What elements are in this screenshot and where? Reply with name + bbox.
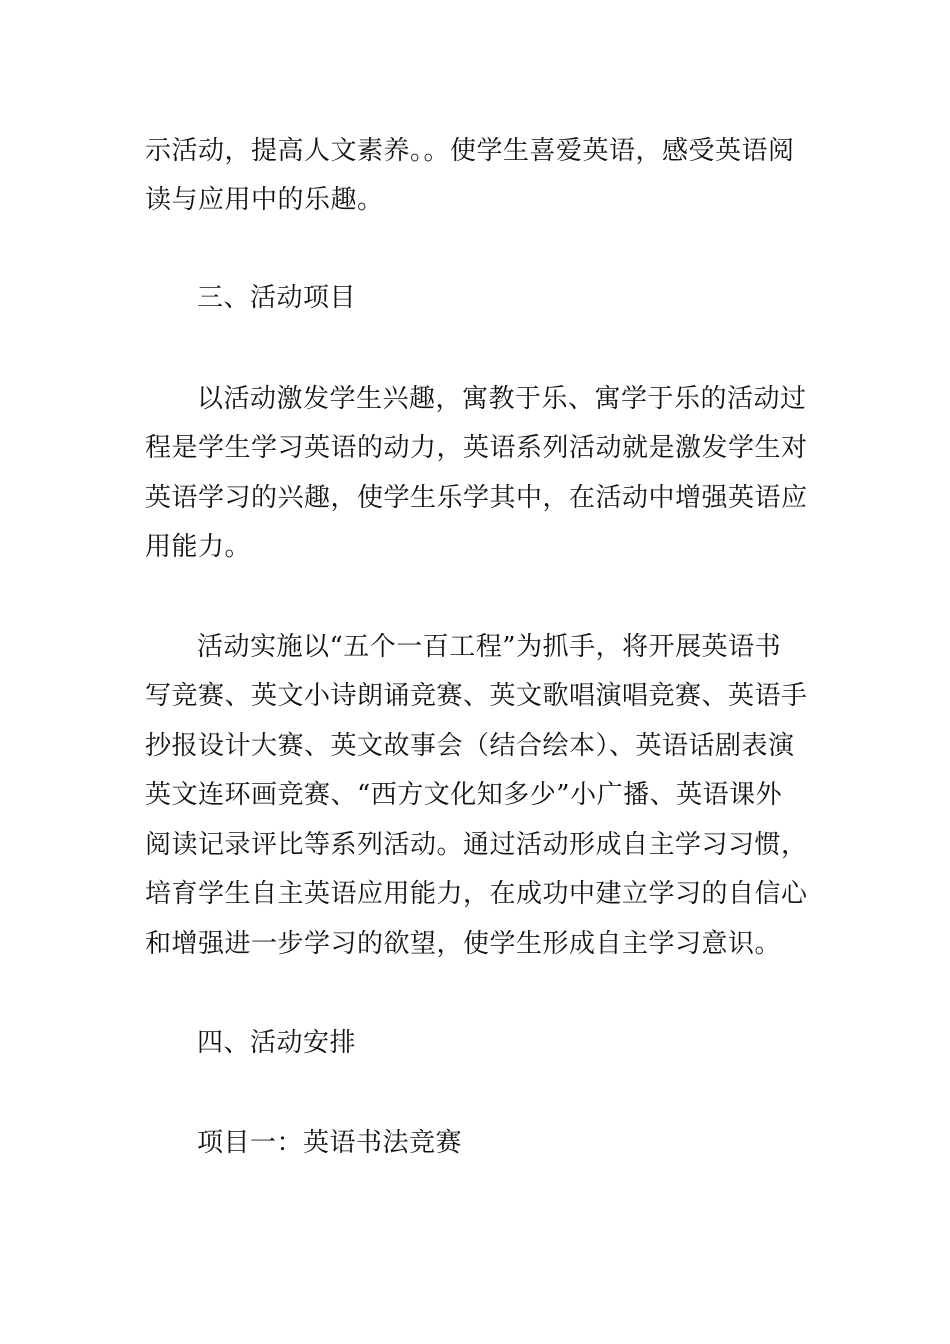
paragraph-line: 阅读记录评比等系列活动。通过活动形成自主学习习惯， xyxy=(145,830,808,860)
section-heading: 四、活动安排 xyxy=(197,1028,357,1058)
paragraph-line: 和增强进一步学习的欲望，使学生形成自主学习意识。 xyxy=(145,929,782,959)
subsection-heading: 项目一：英语书法竞赛 xyxy=(197,1128,463,1158)
paragraph-line: 示活动，提高人文素养。。使学生喜爱英语，感受英语阅 xyxy=(145,136,795,166)
paragraph-line: 培育学生自主英语应用能力，在成功中建立学习的自信心 xyxy=(145,879,808,909)
section-heading: 三、活动项目 xyxy=(197,283,357,313)
paragraph-line: 英文连环画竞赛、“西方文化知多少”小广播、英语课外 xyxy=(145,780,783,810)
paragraph-line: 活动实施以“五个一百工程”为抓手，将开展英语书 xyxy=(197,632,782,662)
paragraph-line: 写竞赛、英文小诗朗诵竞赛、英文歌唱演唱竞赛、英语手 xyxy=(145,681,808,711)
paragraph-line: 程是学生学习英语的动力，英语系列活动就是激发学生对 xyxy=(145,433,808,463)
paragraph-line: 以活动激发学生兴趣，寓教于乐、寓学于乐的活动过 xyxy=(197,384,807,414)
paragraph-line: 用能力。 xyxy=(145,532,252,562)
paragraph-line: 英语学习的兴趣，使学生乐学其中，在活动中增强英语应 xyxy=(145,483,808,513)
paragraph-line: 读与应用中的乐趣。 xyxy=(145,185,384,215)
paragraph-line: 抄报设计大赛、英文故事会（结合绘本）、英语话剧表演 xyxy=(145,731,795,761)
